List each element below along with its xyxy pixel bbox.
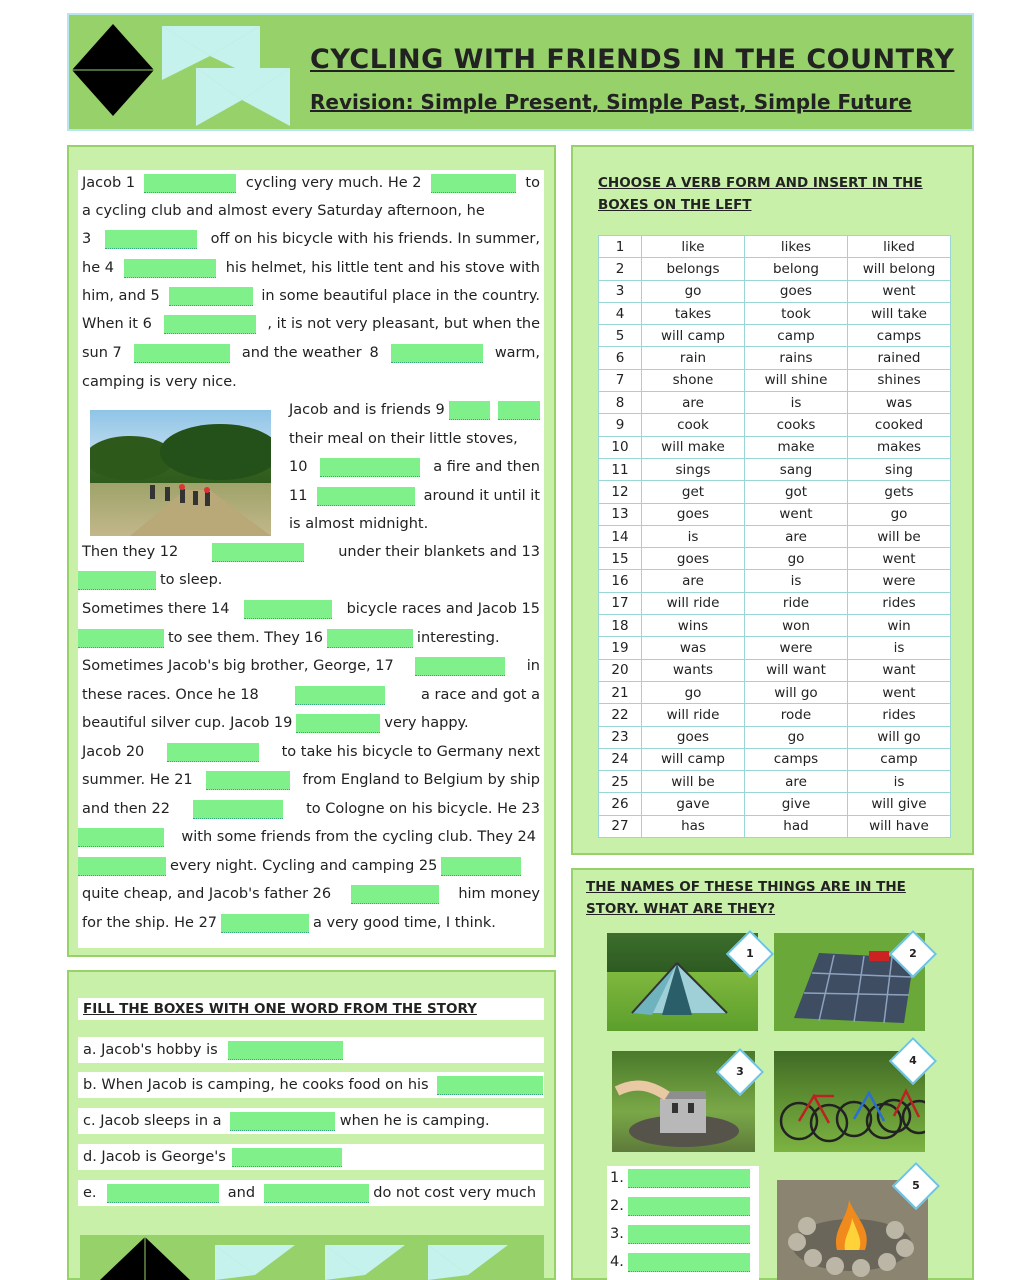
story-text-fragment: cycling very much. He 2 <box>245 175 422 191</box>
verb-option[interactable]: get <box>642 481 745 503</box>
story-text-fragment: a race and got a <box>420 687 540 703</box>
fill-instruction: FILL THE BOXES WITH ONE WORD FROM THE STORY <box>83 1001 477 1017</box>
story-text-fragment: him, and 5 <box>82 288 160 304</box>
verb-option[interactable]: wins <box>642 615 745 637</box>
story-text-fragment: to sleep. <box>160 572 223 588</box>
verb-row <box>599 481 951 503</box>
verb-option[interactable]: cooked <box>848 414 951 436</box>
verb-option[interactable]: ride <box>745 592 848 614</box>
answer-box[interactable] <box>78 629 164 648</box>
answer-box[interactable] <box>144 174 236 193</box>
story-line <box>78 570 536 590</box>
verb-number: 5 <box>599 325 642 347</box>
verb-number: 23 <box>599 726 642 748</box>
thing-answer-line <box>610 1168 750 1188</box>
verb-option[interactable]: will give <box>848 793 951 815</box>
verb-option[interactable]: go <box>642 681 745 703</box>
story-text-fragment: warm, <box>494 345 540 361</box>
verb-option[interactable]: liked <box>848 236 951 258</box>
verb-row <box>599 525 951 547</box>
answer-box[interactable] <box>167 743 259 762</box>
story-text-fragment: off on his bicycle with his friends. In summer, <box>210 231 540 247</box>
verb-row <box>599 325 951 347</box>
story-line <box>78 827 536 847</box>
story-line <box>82 229 540 249</box>
verb-option[interactable]: go <box>745 548 848 570</box>
verb-option[interactable]: cooks <box>745 414 848 436</box>
story-line <box>289 429 540 449</box>
story-text-fragment: quite cheap, and Jacob's father 26 <box>82 886 332 902</box>
header-decoration-icon <box>70 16 310 128</box>
story-text-fragment: from England to Belgium by ship <box>302 772 540 788</box>
story-line <box>82 372 540 392</box>
verb-option[interactable]: were <box>848 570 951 592</box>
answer-box[interactable] <box>193 800 283 819</box>
verb-row <box>599 347 951 369</box>
verb-option[interactable]: had <box>745 815 848 837</box>
story-text-fragment: his helmet, his little tent and his stove with <box>225 260 540 276</box>
verb-option[interactable]: goes <box>642 548 745 570</box>
answer-box[interactable] <box>105 230 197 249</box>
verb-option[interactable]: want <box>848 659 951 681</box>
verb-option[interactable]: shone <box>642 369 745 391</box>
verb-number: 8 <box>599 392 642 414</box>
badge-2: 2 <box>889 930 937 978</box>
question-b-text: b. When Jacob is camping, he cooks food on his <box>83 1077 429 1093</box>
verb-option[interactable]: will go <box>745 681 848 703</box>
answer-box[interactable] <box>431 174 516 193</box>
answer-box[interactable] <box>134 344 230 363</box>
story-text-fragment: he 4 <box>82 260 114 276</box>
verb-option[interactable]: are <box>642 392 745 414</box>
story-line <box>82 343 540 363</box>
badge-5: 5 <box>892 1162 940 1210</box>
answer-box[interactable] <box>415 657 505 676</box>
verb-number: 2 <box>599 258 642 280</box>
verb-option[interactable]: will have <box>848 815 951 837</box>
verb-option[interactable]: went <box>848 681 951 703</box>
answer-box[interactable] <box>391 344 483 363</box>
story-line <box>82 742 540 762</box>
verb-number: 22 <box>599 704 642 726</box>
question-c-text: c. Jacob sleeps in a <box>83 1113 222 1129</box>
story-text-fragment: their meal on their little stoves, <box>289 431 518 447</box>
verb-option[interactable]: is <box>848 771 951 793</box>
thing-answer-line <box>610 1224 750 1244</box>
story-text-fragment: for the ship. He 27 <box>82 915 218 931</box>
things-instruction: THE NAMES OF THESE THINGS ARE IN THE STORY. WHAT ARE THEY? <box>586 879 906 917</box>
verb-option[interactable]: will camp <box>642 325 745 347</box>
answer-box[interactable] <box>221 914 309 933</box>
answer-box[interactable] <box>296 714 380 733</box>
answer-box-e2[interactable] <box>264 1184 369 1203</box>
question-e-text: e. <box>83 1185 97 1201</box>
story-text-fragment: 11 <box>289 488 308 504</box>
thing-answer-number: 1. <box>610 1170 624 1186</box>
verb-option[interactable]: was <box>848 392 951 414</box>
story-text-fragment: Jacob 20 <box>82 744 145 760</box>
verb-number: 4 <box>599 302 642 324</box>
verb-option[interactable]: camps <box>848 325 951 347</box>
thing-answer-box[interactable] <box>628 1253 750 1272</box>
answer-box[interactable] <box>78 857 166 876</box>
story-line <box>82 656 540 676</box>
story-line <box>78 856 536 876</box>
verb-option[interactable]: are <box>745 525 848 547</box>
answer-box-d[interactable] <box>232 1148 342 1167</box>
verb-option[interactable]: are <box>642 570 745 592</box>
fill-question-e <box>83 1183 536 1203</box>
verb-row <box>599 704 951 726</box>
thing-answer-box[interactable] <box>628 1225 750 1244</box>
story-text-fragment: camping is very nice. <box>82 374 237 390</box>
verb-option[interactable]: is <box>745 392 848 414</box>
thing-answer-line <box>610 1252 750 1272</box>
verb-row <box>599 280 951 302</box>
answer-box[interactable] <box>317 487 415 506</box>
verb-option[interactable]: went <box>848 548 951 570</box>
verb-row <box>599 436 951 458</box>
story-text-fragment: a very good time, I think. <box>313 915 496 931</box>
verb-number: 25 <box>599 771 642 793</box>
verb-option[interactable]: will want <box>745 659 848 681</box>
verb-number: 1 <box>599 236 642 258</box>
answer-box[interactable] <box>351 885 439 904</box>
verb-instruction: CHOOSE A VERB FORM AND INSERT IN THE BOXES ON THE LEFT <box>598 175 923 213</box>
story-text-fragment: in <box>526 658 540 674</box>
verb-number: 26 <box>599 793 642 815</box>
verb-option[interactable]: rains <box>745 347 848 369</box>
story-text-fragment: every night. Cycling and camping 25 <box>170 858 438 874</box>
verb-row <box>599 369 951 391</box>
verb-option[interactable]: shines <box>848 369 951 391</box>
verb-row <box>599 392 951 414</box>
verb-option[interactable]: goes <box>642 726 745 748</box>
story-text-fragment: a fire and then <box>433 459 540 475</box>
story-text-fragment: very happy. <box>384 715 469 731</box>
verb-option[interactable]: will be <box>642 771 745 793</box>
verb-option[interactable]: sing <box>848 458 951 480</box>
verb-number: 27 <box>599 815 642 837</box>
answer-box[interactable] <box>206 771 290 790</box>
cyclists-photo <box>90 410 271 536</box>
verb-option[interactable]: will make <box>642 436 745 458</box>
answer-box[interactable] <box>295 686 385 705</box>
verb-option[interactable]: make <box>745 436 848 458</box>
question-a-text: a. Jacob's hobby is <box>83 1042 218 1058</box>
question-e-and: and <box>227 1185 256 1201</box>
verb-option[interactable]: camps <box>745 748 848 770</box>
verb-number: 21 <box>599 681 642 703</box>
verb-number: 6 <box>599 347 642 369</box>
verb-number: 18 <box>599 615 642 637</box>
verb-option[interactable]: sang <box>745 458 848 480</box>
fill-question-a <box>83 1040 343 1060</box>
story-line <box>82 286 540 306</box>
answer-box[interactable] <box>441 857 521 876</box>
story-text-fragment: Sometimes Jacob's big brother, George, 17 <box>82 658 394 674</box>
verb-option[interactable]: go <box>745 726 848 748</box>
answer-box[interactable] <box>124 259 216 278</box>
story-text-fragment: summer. He 21 <box>82 772 193 788</box>
story-text-fragment: Sometimes there 14 <box>82 601 230 617</box>
verb-option[interactable]: got <box>745 481 848 503</box>
story-text-fragment: beautiful silver cup. Jacob 19 <box>82 715 293 731</box>
question-c-tail: when he is camping. <box>339 1113 490 1129</box>
verb-number: 9 <box>599 414 642 436</box>
verb-row <box>599 258 951 280</box>
verb-option[interactable]: were <box>745 637 848 659</box>
verb-row <box>599 236 951 258</box>
story-text-fragment: to take his bicycle to Germany next <box>281 744 540 760</box>
story-line <box>82 685 540 705</box>
verb-row <box>599 592 951 614</box>
fill-question-b <box>83 1075 543 1095</box>
verb-option[interactable]: win <box>848 615 951 637</box>
story-text-fragment: with some friends from the cycling club. They 24 <box>181 829 536 845</box>
story-text-fragment: and the weather <box>241 345 362 361</box>
verb-option[interactable]: took <box>745 302 848 324</box>
story-text-fragment: Jacob 1 <box>82 175 136 191</box>
page-title: CYCLING WITH FRIENDS IN THE COUNTRY <box>310 44 955 75</box>
verb-row <box>599 771 951 793</box>
badge-4: 4 <box>889 1037 937 1085</box>
verb-number: 13 <box>599 503 642 525</box>
answer-box[interactable] <box>320 458 420 477</box>
verb-option[interactable]: goes <box>642 503 745 525</box>
verb-option[interactable]: rides <box>848 704 951 726</box>
verb-option[interactable]: wants <box>642 659 745 681</box>
story-line <box>289 400 540 420</box>
story-text-fragment: Then they 12 <box>82 544 179 560</box>
verb-option[interactable]: like <box>642 236 745 258</box>
story-text-fragment: and then 22 <box>82 801 170 817</box>
verb-row <box>599 748 951 770</box>
verb-number: 20 <box>599 659 642 681</box>
verb-option[interactable]: went <box>848 280 951 302</box>
verb-number: 11 <box>599 458 642 480</box>
story-text-fragment: interesting. <box>416 630 500 646</box>
answer-box-b[interactable] <box>437 1076 543 1095</box>
verb-option[interactable]: camp <box>848 748 951 770</box>
answer-box[interactable] <box>78 828 164 847</box>
story-text-fragment: 8 <box>369 345 379 361</box>
thing-answer-box[interactable] <box>628 1197 750 1216</box>
story-text-fragment: these races. Once he 18 <box>82 687 259 703</box>
verb-option[interactable]: is <box>642 525 745 547</box>
verb-row <box>599 815 951 837</box>
verb-number: 16 <box>599 570 642 592</box>
story-text-fragment: in some beautiful place in the country. <box>261 288 540 304</box>
verb-row <box>599 414 951 436</box>
verb-number: 15 <box>599 548 642 570</box>
story-text-fragment: to <box>525 175 540 191</box>
story-line <box>82 884 540 904</box>
verb-option[interactable]: is <box>745 570 848 592</box>
thing-answer-number: 4. <box>610 1254 624 1270</box>
badge-3: 3 <box>716 1048 764 1096</box>
verb-option[interactable]: sings <box>642 458 745 480</box>
verb-table <box>598 235 951 838</box>
answer-box[interactable] <box>78 571 156 590</box>
verb-option[interactable]: will go <box>848 726 951 748</box>
verb-option[interactable]: belong <box>745 258 848 280</box>
verb-option[interactable]: go <box>642 280 745 302</box>
story-line <box>289 457 540 477</box>
verb-option[interactable]: rain <box>642 347 745 369</box>
story-text-fragment: Jacob and is friends 9 <box>289 402 445 418</box>
story-text-fragment: When it 6 <box>82 316 152 332</box>
verb-row <box>599 681 951 703</box>
story-line <box>82 770 540 790</box>
verb-option[interactable]: rode <box>745 704 848 726</box>
verb-row <box>599 793 951 815</box>
story-text-fragment: to see them. They 16 <box>168 630 323 646</box>
story-line <box>78 628 536 648</box>
verb-number: 7 <box>599 369 642 391</box>
question-d-text: d. Jacob is George's <box>83 1149 226 1165</box>
verb-option[interactable]: cook <box>642 414 745 436</box>
verb-option[interactable]: goes <box>745 280 848 302</box>
verb-number: 24 <box>599 748 642 770</box>
thing-answer-line <box>610 1196 750 1216</box>
verb-option[interactable]: rained <box>848 347 951 369</box>
story-text-fragment: a cycling club and almost every Saturday afternoon, he <box>82 203 485 219</box>
verb-option[interactable]: gave <box>642 793 745 815</box>
verb-row <box>599 458 951 480</box>
verb-row <box>599 659 951 681</box>
verb-option[interactable]: belongs <box>642 258 745 280</box>
answer-box[interactable] <box>327 629 413 648</box>
verb-number: 17 <box>599 592 642 614</box>
story-line <box>82 913 540 933</box>
verb-option[interactable]: will take <box>848 302 951 324</box>
story-text-fragment: is almost midnight. <box>289 516 429 532</box>
verb-row <box>599 637 951 659</box>
verb-option[interactable]: will camp <box>642 748 745 770</box>
thing-answer-number: 2. <box>610 1198 624 1214</box>
verb-option[interactable]: likes <box>745 236 848 258</box>
story-text-fragment: around it until it <box>423 488 540 504</box>
footer-decoration-icon <box>80 1235 544 1280</box>
badge-1: 1 <box>726 930 774 978</box>
verb-option[interactable]: will ride <box>642 704 745 726</box>
verb-row <box>599 570 951 592</box>
verb-option[interactable]: takes <box>642 302 745 324</box>
verb-option[interactable]: rides <box>848 592 951 614</box>
answer-box-c[interactable] <box>230 1112 335 1131</box>
fill-question-d <box>83 1147 342 1167</box>
story-text-fragment: to Cologne on his bicycle. He 23 <box>306 801 540 817</box>
story-line <box>82 201 540 221</box>
story-text-fragment: 3 <box>82 231 92 247</box>
verb-row <box>599 615 951 637</box>
verb-option[interactable]: give <box>745 793 848 815</box>
thing-answer-box[interactable] <box>628 1169 750 1188</box>
answer-box[interactable] <box>169 287 253 306</box>
answer-box[interactable] <box>244 600 332 619</box>
story-text-fragment: him money <box>458 886 540 902</box>
answer-box[interactable] <box>498 401 540 420</box>
fill-question-c <box>83 1111 490 1131</box>
verb-row <box>599 726 951 748</box>
answer-box[interactable] <box>212 543 304 562</box>
story-line <box>82 314 540 334</box>
answer-box[interactable] <box>449 401 491 420</box>
thing-answer-number: 3. <box>610 1226 624 1242</box>
verb-option[interactable]: went <box>745 503 848 525</box>
answer-box[interactable] <box>164 315 256 334</box>
verb-option[interactable]: has <box>642 815 745 837</box>
story-text-fragment: under their blankets and 13 <box>338 544 540 560</box>
story-text-fragment: bicycle races and Jacob 15 <box>346 601 540 617</box>
verb-number: 12 <box>599 481 642 503</box>
verb-row <box>599 302 951 324</box>
verb-number: 19 <box>599 637 642 659</box>
story-text-fragment: 10 <box>289 459 308 475</box>
story-text-fragment: , it is not very pleasant, but when the <box>267 316 540 332</box>
story-line <box>289 486 540 506</box>
verb-number: 3 <box>599 280 642 302</box>
verb-option[interactable]: go <box>848 503 951 525</box>
story-line <box>82 173 540 193</box>
verb-row <box>599 548 951 570</box>
answer-box-e1[interactable] <box>107 1184 219 1203</box>
verb-number: 10 <box>599 436 642 458</box>
verb-row <box>599 503 951 525</box>
verb-option[interactable]: won <box>745 615 848 637</box>
verb-option[interactable]: makes <box>848 436 951 458</box>
verb-number: 14 <box>599 525 642 547</box>
story-line <box>82 542 540 562</box>
verb-option[interactable]: gets <box>848 481 951 503</box>
story-line <box>82 599 540 619</box>
verb-option[interactable]: will shine <box>745 369 848 391</box>
question-e-tail: do not cost very much <box>373 1185 537 1201</box>
story-line <box>82 258 540 278</box>
verb-option[interactable]: was <box>642 637 745 659</box>
verb-option[interactable]: is <box>848 637 951 659</box>
verb-option[interactable]: will belong <box>848 258 951 280</box>
story-line <box>289 514 540 534</box>
verb-option[interactable]: are <box>745 771 848 793</box>
verb-option[interactable]: will ride <box>642 592 745 614</box>
story-line <box>82 713 540 733</box>
story-line <box>82 799 540 819</box>
answer-box-a[interactable] <box>228 1041 343 1060</box>
story-text-fragment: sun 7 <box>82 345 122 361</box>
verb-option[interactable]: camp <box>745 325 848 347</box>
page-subtitle: Revision: Simple Present, Simple Past, Simple Future <box>310 90 912 114</box>
verb-option[interactable]: will be <box>848 525 951 547</box>
